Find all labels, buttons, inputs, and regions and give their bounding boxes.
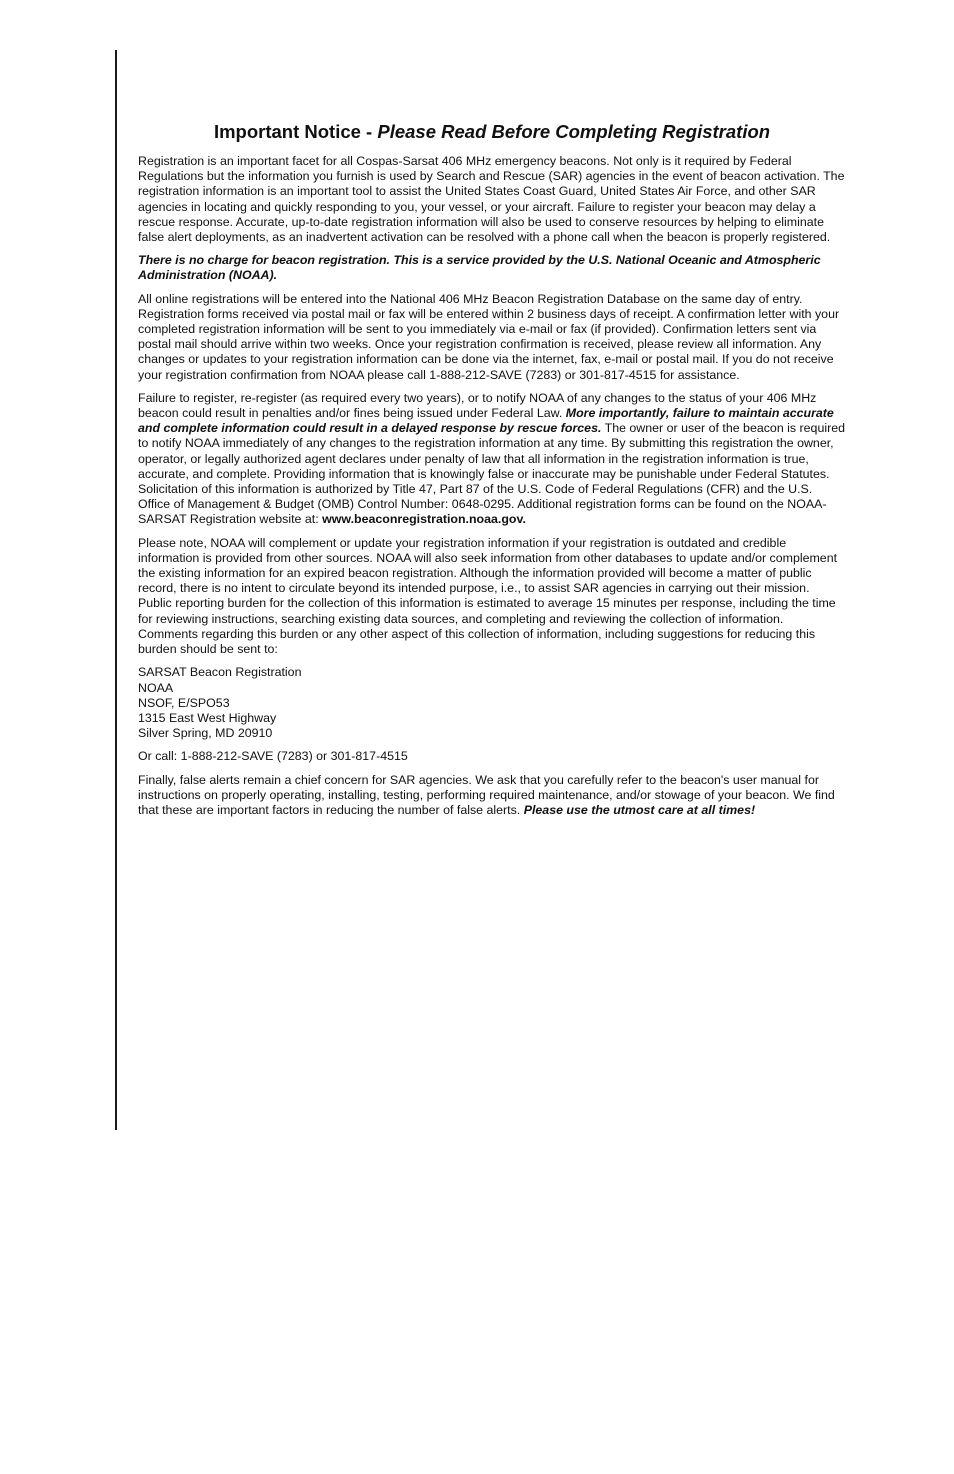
finally-emphasis: Please use the utmost care at all times! bbox=[523, 802, 756, 817]
online-registration-paragraph: All online registrations will be entered into the National 406 MHz Beacon Registration Database on the same day of entry. Registration forms received via postal mail or fax will be entered within 2 business days of receipt. A confirmation letter with your completed registration information will be sent to you immediately via e-mail or fax (if provided). Confirmation letters sent via postal mail should arrive within two weeks. Once your registration confirmation is received, please review all information. Any changes or updates to your registration information can be done via the internet, fax, e-mail or postal mail. If you do not receive your registration confirmation from NOAA please call 1-888-212-SAVE (7283) or 301-817-4515 for assistance. bbox=[138, 291, 840, 382]
address-line: SARSAT Beacon Registration bbox=[138, 665, 302, 680]
intro-paragraph: Registration is an important facet for all Cospas-Sarsat 406 MHz emergency beacons. Not only is it required by Federal Regulations but the information you furnish is used by Search and Rescue (SAR) agencies in the event of beacon activation. The registration information is an important tool to assist the United States Coast Guard, United States Air Force, and other SAR agencies in locating and quickly responding to you, your vessel, or your aircraft. Failure to register your beacon may delay a rescue response. Accurate, up-to-date registration information will also be used to conserve resources by helping to eliminate false alert deployments, as an inadvertent activation can be resolved with a phone call when the beacon is properly registered. bbox=[138, 154, 845, 245]
or-call-line: Or call: 1-888-212-SAVE (7283) or 301-817-4515 bbox=[138, 749, 408, 764]
left-margin-rule bbox=[115, 50, 117, 1130]
please-note-paragraph: Please note, NOAA will complement or update your registration information if your registration is outdated and credible information is provided from other sources. NOAA will also seek information from other databases to update and/or complement the existing information for an expired beacon registration. Although the information provided will become a matter of public record, there is no intent to circulate beyond its intended purpose, i.e., to assist SAR agencies in carrying out their mission. Public reporting burden for the collection of this information is estimated to average 15 minutes per response, including the time for reviewing instructions, searching existing data sources, and completing and reviewing the collection of information. Comments regarding this burden or any other aspect of this collection of information, including suggestions for reducing this burden should be sent to: bbox=[138, 535, 838, 657]
address-line: Silver Spring, MD 20910 bbox=[138, 726, 273, 741]
title-emphasis: Please Read Before Completing Registration bbox=[377, 121, 771, 142]
failure-text-2: The owner or user of the beacon is required to notify NOAA immediately of any changes to the registration information at any time. By submitting this registration the owner, operator, or legally authorized agent declares under penalty of law that all information in the registration information is true, accurate, and complete. Providing information that is knowingly false or inaccurate may be punishable under Federal Statutes. Solicitation of this information is authorized by Title 47, Part 87 of the U.S. Code of Federal Regulations (CFR) and the U.S. Office of Management & Budget (OMB) Control Number: 0648-0295. Additional registration forms can be found on the NOAA-SARSAT Registration website at: bbox=[138, 421, 846, 527]
failure-emphasis: More importantly, failure to maintain accurate and complete information could result in a delayed response by rescue forces. bbox=[138, 406, 834, 436]
failure-paragraph bbox=[138, 391, 846, 528]
mailing-address bbox=[138, 665, 846, 741]
finally-paragraph bbox=[138, 773, 846, 819]
address-line: 1315 East West Highway bbox=[138, 710, 277, 725]
title-lead: Important Notice - bbox=[213, 121, 378, 142]
address-line: NSOF, E/SPO53 bbox=[138, 695, 230, 710]
registration-website: www.beaconregistration.noaa.gov. bbox=[322, 512, 526, 527]
finally-text: Finally, false alerts remain a chief concern for SAR agencies. We ask that you carefully refer to the beacon's user manual for instructions on properly operating, installing, testing, performing required maintenance, and/or stowage of your beacon. We find that these are important factors in reducing the number of false alerts. bbox=[138, 772, 835, 817]
no-charge-paragraph: There is no charge for beacon registration. This is a service provided by the U.S. National Oceanic and Atmospheric Administration (NOAA). bbox=[138, 253, 821, 283]
important-notice bbox=[138, 119, 846, 826]
notice-title bbox=[138, 119, 846, 145]
address-line: NOAA bbox=[138, 680, 174, 695]
failure-text-1: Failure to register, re-register (as required every two years), or to notify NOAA of any changes to the status of your 406 MHz beacon could result in penalties and/or fines being issued under Federal Law. bbox=[138, 390, 817, 421]
